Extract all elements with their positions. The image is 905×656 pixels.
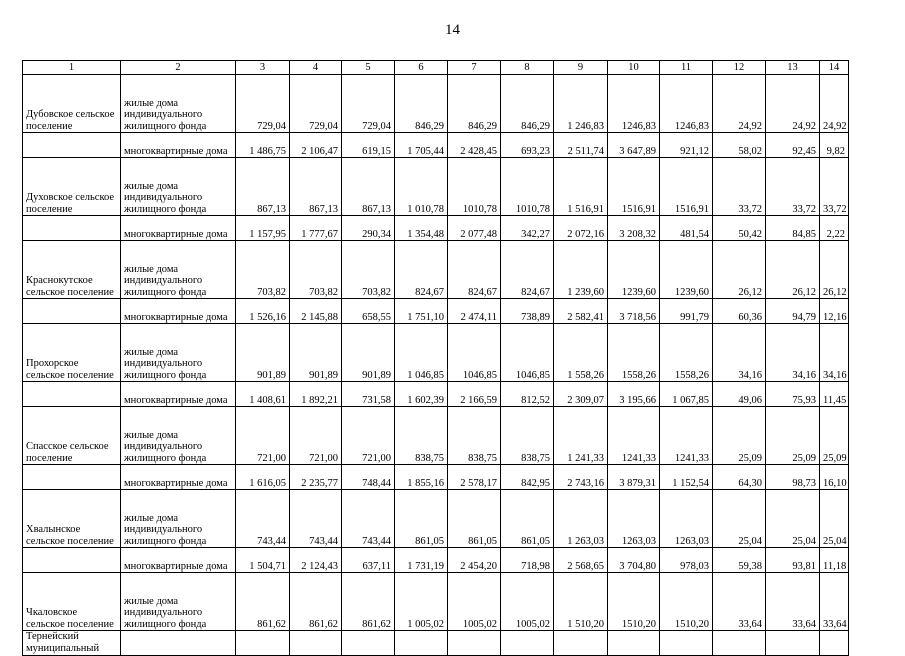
value-cell: 34,16 [820,324,849,382]
value-cell: 3 208,32 [608,216,660,241]
value-cell: 1246,83 [660,75,713,133]
value-cell: 26,12 [820,241,849,299]
value-cell: 1 046,85 [395,324,448,382]
housing-type-cell: жилые дома индивидуального жилищного фонда [121,75,236,133]
housing-type-cell: многоквартирные дома [121,216,236,241]
housing-type-cell: жилые дома индивидуального жилищного фонда [121,324,236,382]
value-cell: 1 157,95 [236,216,290,241]
column-number-header: 12 [713,61,766,75]
value-cell: 2 511,74 [554,133,608,158]
empty-cell [501,631,554,656]
value-cell: 861,05 [501,490,554,548]
value-cell: 33,64 [820,573,849,631]
settlement-name-cell: Хвалынское сельское поселение [23,490,121,548]
column-number-header: 9 [554,61,608,75]
empty-cell [660,631,713,656]
value-cell: 1516,91 [660,158,713,216]
value-cell: 1 855,16 [395,465,448,490]
empty-cell [713,631,766,656]
value-cell: 16,10 [820,465,849,490]
housing-type-cell: многоквартирные дома [121,382,236,407]
value-cell: 812,52 [501,382,554,407]
value-cell: 861,05 [448,490,501,548]
empty-cell [121,631,236,656]
table-row [23,216,849,241]
value-cell: 658,55 [342,299,395,324]
value-cell: 1 510,20 [554,573,608,631]
table-row [23,324,849,382]
empty-cell [820,631,849,656]
value-cell: 50,42 [713,216,766,241]
value-cell: 718,98 [501,548,554,573]
empty-cell [395,631,448,656]
value-cell: 93,81 [766,548,820,573]
value-cell: 1 239,60 [554,241,608,299]
table-row [23,573,849,631]
value-cell: 2 145,88 [290,299,342,324]
value-cell: 94,79 [766,299,820,324]
value-cell: 1510,20 [608,573,660,631]
value-cell: 824,67 [448,241,501,299]
value-cell: 743,44 [290,490,342,548]
value-cell: 1005,02 [501,573,554,631]
value-cell: 2 578,17 [448,465,501,490]
column-number-header: 1 [23,61,121,75]
value-cell: 2 743,16 [554,465,608,490]
value-cell: 2 124,43 [290,548,342,573]
value-cell: 25,09 [766,407,820,465]
housing-type-cell: многоквартирные дома [121,548,236,573]
value-cell: 1010,78 [501,158,554,216]
value-cell: 901,89 [236,324,290,382]
value-cell: 1558,26 [660,324,713,382]
housing-type-cell: жилые дома индивидуального жилищного фонда [121,573,236,631]
value-cell: 838,75 [448,407,501,465]
value-cell: 1 005,02 [395,573,448,631]
value-cell: 1005,02 [448,573,501,631]
column-number-header: 8 [501,61,554,75]
settlement-name-cell [23,133,121,158]
value-cell: 824,67 [395,241,448,299]
value-cell: 1510,20 [660,573,713,631]
value-cell: 33,72 [713,158,766,216]
value-cell: 729,04 [342,75,395,133]
value-cell: 846,29 [448,75,501,133]
value-cell: 92,45 [766,133,820,158]
value-cell: 1241,33 [660,407,713,465]
value-cell: 1 408,61 [236,382,290,407]
settlement-name-cell: Духовское сельское поселение [23,158,121,216]
value-cell: 729,04 [290,75,342,133]
value-cell: 619,15 [342,133,395,158]
value-cell: 2 582,41 [554,299,608,324]
value-cell: 33,72 [766,158,820,216]
column-number-header: 7 [448,61,501,75]
settlement-name-cell [23,299,121,324]
column-number-header: 11 [660,61,713,75]
value-cell: 24,92 [820,75,849,133]
value-cell: 26,12 [713,241,766,299]
value-cell: 1246,83 [608,75,660,133]
value-cell: 2 166,59 [448,382,501,407]
value-cell: 867,13 [236,158,290,216]
value-cell: 846,29 [395,75,448,133]
value-cell: 25,09 [713,407,766,465]
value-cell: 1263,03 [660,490,713,548]
value-cell: 3 195,66 [608,382,660,407]
value-cell: 703,82 [342,241,395,299]
value-cell: 2 072,16 [554,216,608,241]
housing-type-cell: жилые дома индивидуального жилищного фонда [121,158,236,216]
value-cell: 1239,60 [660,241,713,299]
value-cell: 1 246,83 [554,75,608,133]
housing-type-cell: жилые дома индивидуального жилищного фонда [121,241,236,299]
value-cell: 1 602,39 [395,382,448,407]
value-cell: 25,04 [713,490,766,548]
value-cell: 743,44 [342,490,395,548]
empty-cell [766,631,820,656]
value-cell: 1 892,21 [290,382,342,407]
value-cell: 1263,03 [608,490,660,548]
empty-cell [608,631,660,656]
value-cell: 24,92 [766,75,820,133]
value-cell: 1239,60 [608,241,660,299]
value-cell: 1 354,48 [395,216,448,241]
column-number-header: 14 [820,61,849,75]
settlement-name-cell: Тернейский муниципальный [23,631,121,656]
value-cell: 290,34 [342,216,395,241]
value-cell: 748,44 [342,465,395,490]
value-cell: 33,64 [766,573,820,631]
column-number-row [23,61,849,75]
value-cell: 60,36 [713,299,766,324]
table-row [23,407,849,465]
empty-cell [290,631,342,656]
value-cell: 921,12 [660,133,713,158]
value-cell: 867,13 [290,158,342,216]
value-cell: 731,58 [342,382,395,407]
value-cell: 637,11 [342,548,395,573]
value-cell: 342,27 [501,216,554,241]
value-cell: 1 526,16 [236,299,290,324]
value-cell: 693,23 [501,133,554,158]
settlement-name-cell [23,465,121,490]
value-cell: 25,04 [766,490,820,548]
value-cell: 33,72 [820,158,849,216]
empty-cell [448,631,501,656]
empty-cell [554,631,608,656]
value-cell: 1 263,03 [554,490,608,548]
column-number-header: 13 [766,61,820,75]
value-cell: 1 751,10 [395,299,448,324]
value-cell: 867,13 [342,158,395,216]
value-cell: 1 010,78 [395,158,448,216]
housing-type-cell: многоквартирные дома [121,133,236,158]
value-cell: 2 077,48 [448,216,501,241]
housing-type-cell: жилые дома индивидуального жилищного фонда [121,490,236,548]
value-cell: 838,75 [395,407,448,465]
value-cell: 838,75 [501,407,554,465]
value-cell: 98,73 [766,465,820,490]
column-number-header: 10 [608,61,660,75]
settlement-name-cell [23,382,121,407]
table-row [23,382,849,407]
empty-cell [236,631,290,656]
value-cell: 1 504,71 [236,548,290,573]
housing-type-cell: многоквартирные дома [121,465,236,490]
value-cell: 1 558,26 [554,324,608,382]
value-cell: 1046,85 [501,324,554,382]
value-cell: 3 718,56 [608,299,660,324]
value-cell: 1010,78 [448,158,501,216]
value-cell: 991,79 [660,299,713,324]
value-cell: 842,95 [501,465,554,490]
value-cell: 861,62 [290,573,342,631]
column-number-header: 4 [290,61,342,75]
tariff-table [22,60,849,656]
table-row [23,133,849,158]
value-cell: 59,38 [713,548,766,573]
value-cell: 721,00 [342,407,395,465]
value-cell: 721,00 [290,407,342,465]
value-cell: 34,16 [713,324,766,382]
empty-cell [342,631,395,656]
value-cell: 703,82 [236,241,290,299]
value-cell: 2 309,07 [554,382,608,407]
value-cell: 12,16 [820,299,849,324]
settlement-name-cell: Краснокутское сельское поселение [23,241,121,299]
value-cell: 824,67 [501,241,554,299]
page-number: 14 [445,22,460,38]
value-cell: 861,62 [342,573,395,631]
column-number-header: 3 [236,61,290,75]
value-cell: 1 731,19 [395,548,448,573]
value-cell: 481,54 [660,216,713,241]
settlement-name-cell: Чкаловское сельское поселение [23,573,121,631]
table-row [23,299,849,324]
settlement-name-cell: Дубовское сельское поселение [23,75,121,133]
value-cell: 2 106,47 [290,133,342,158]
housing-type-cell: многоквартирные дома [121,299,236,324]
value-cell: 1516,91 [608,158,660,216]
value-cell: 3 704,80 [608,548,660,573]
value-cell: 75,93 [766,382,820,407]
value-cell: 861,62 [236,573,290,631]
value-cell: 1 516,91 [554,158,608,216]
value-cell: 846,29 [501,75,554,133]
value-cell: 729,04 [236,75,290,133]
value-cell: 1 616,05 [236,465,290,490]
value-cell: 1 067,85 [660,382,713,407]
value-cell: 34,16 [766,324,820,382]
table-row [23,490,849,548]
value-cell: 703,82 [290,241,342,299]
value-cell: 743,44 [236,490,290,548]
value-cell: 2 474,11 [448,299,501,324]
value-cell: 2 235,77 [290,465,342,490]
value-cell: 1558,26 [608,324,660,382]
value-cell: 978,03 [660,548,713,573]
value-cell: 1 241,33 [554,407,608,465]
settlement-name-cell: Прохорское сельское поселение [23,324,121,382]
value-cell: 2 454,20 [448,548,501,573]
column-number-header: 5 [342,61,395,75]
value-cell: 25,04 [820,490,849,548]
value-cell: 1241,33 [608,407,660,465]
value-cell: 58,02 [713,133,766,158]
table-row [23,465,849,490]
table-row [23,158,849,216]
value-cell: 2 568,65 [554,548,608,573]
value-cell: 2 428,45 [448,133,501,158]
value-cell: 738,89 [501,299,554,324]
value-cell: 3 647,89 [608,133,660,158]
value-cell: 26,12 [766,241,820,299]
column-number-header: 6 [395,61,448,75]
value-cell: 25,09 [820,407,849,465]
table-row [23,241,849,299]
value-cell: 1 705,44 [395,133,448,158]
column-number-header: 2 [121,61,236,75]
value-cell: 1 152,54 [660,465,713,490]
value-cell: 24,92 [713,75,766,133]
value-cell: 49,06 [713,382,766,407]
value-cell: 861,05 [395,490,448,548]
table-row [23,548,849,573]
value-cell: 1046,85 [448,324,501,382]
table-row [23,631,849,656]
value-cell: 1 486,75 [236,133,290,158]
table-row [23,75,849,133]
settlement-name-cell [23,216,121,241]
value-cell: 721,00 [236,407,290,465]
value-cell: 2,22 [820,216,849,241]
value-cell: 9,82 [820,133,849,158]
value-cell: 1 777,67 [290,216,342,241]
value-cell: 84,85 [766,216,820,241]
value-cell: 901,89 [290,324,342,382]
settlement-name-cell: Спасское сельское поселение [23,407,121,465]
value-cell: 11,18 [820,548,849,573]
housing-type-cell: жилые дома индивидуального жилищного фонда [121,407,236,465]
value-cell: 64,30 [713,465,766,490]
value-cell: 901,89 [342,324,395,382]
value-cell: 3 879,31 [608,465,660,490]
value-cell: 11,45 [820,382,849,407]
value-cell: 33,64 [713,573,766,631]
settlement-name-cell [23,548,121,573]
